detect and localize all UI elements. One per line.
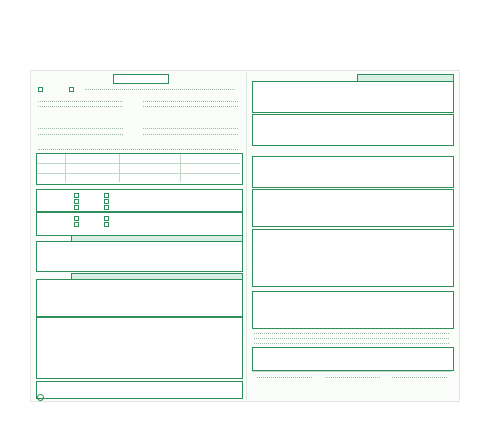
left-page: [30, 70, 248, 402]
field-line-3: [143, 101, 238, 102]
checkbox-section-1-d[interactable]: [104, 193, 109, 198]
checkbox-section-2-d[interactable]: [104, 222, 109, 227]
checkbox-section-2-a[interactable]: [74, 216, 79, 221]
right-room-block-4: [252, 189, 454, 227]
field-line-1: [38, 101, 123, 102]
signature-line-3: [392, 377, 447, 378]
right-note-line-1: [254, 333, 449, 334]
field-line-4: [143, 106, 238, 107]
field-line-5: [38, 128, 123, 129]
right-notes-box: [252, 347, 454, 371]
right-note-line-3: [254, 343, 449, 344]
room-block-4: [36, 381, 243, 399]
field-line-2: [38, 106, 123, 107]
checkbox-top-2[interactable]: [69, 87, 74, 92]
room-block-1: [36, 241, 243, 272]
meter-readings-section: [36, 153, 243, 185]
document-title-box: [113, 74, 169, 84]
checkbox-section-2-b[interactable]: [74, 222, 79, 227]
meter-column-divider-2: [119, 154, 120, 182]
checkbox-section-1-e[interactable]: [104, 199, 109, 204]
signature-line-1: [257, 377, 312, 378]
right-room-block-3: [252, 156, 454, 188]
field-line-8: [143, 134, 238, 135]
room-block-2: [36, 279, 243, 317]
round-logo-icon: [37, 394, 44, 401]
right-room-block-2: [252, 114, 454, 146]
right-room-block-1: [252, 81, 454, 113]
room-block-3: [36, 317, 243, 379]
top-field-line: [85, 89, 235, 90]
right-signature-divider: [252, 371, 452, 372]
signature-line-2: [325, 377, 380, 378]
checkbox-section-1-a[interactable]: [74, 193, 79, 198]
right-page: [246, 70, 460, 402]
checkbox-section-2-c[interactable]: [104, 216, 109, 221]
section-1: [36, 189, 243, 212]
checkbox-section-1-c[interactable]: [74, 205, 79, 210]
meter-column-divider-3: [180, 154, 181, 182]
meter-row-divider-2: [37, 173, 240, 174]
checkbox-section-1-b[interactable]: [74, 199, 79, 204]
checkbox-top-1[interactable]: [38, 87, 43, 92]
field-line-6: [38, 134, 123, 135]
checkbox-section-1-f[interactable]: [104, 205, 109, 210]
field-line-9: [38, 149, 238, 150]
section-2: [36, 212, 243, 236]
right-room-block-5: [252, 229, 454, 287]
right-room-block-6: [252, 291, 454, 329]
meter-column-divider-1: [65, 154, 66, 182]
right-note-line-2: [254, 338, 449, 339]
meter-row-divider-1: [37, 163, 240, 164]
field-line-7: [143, 128, 238, 129]
